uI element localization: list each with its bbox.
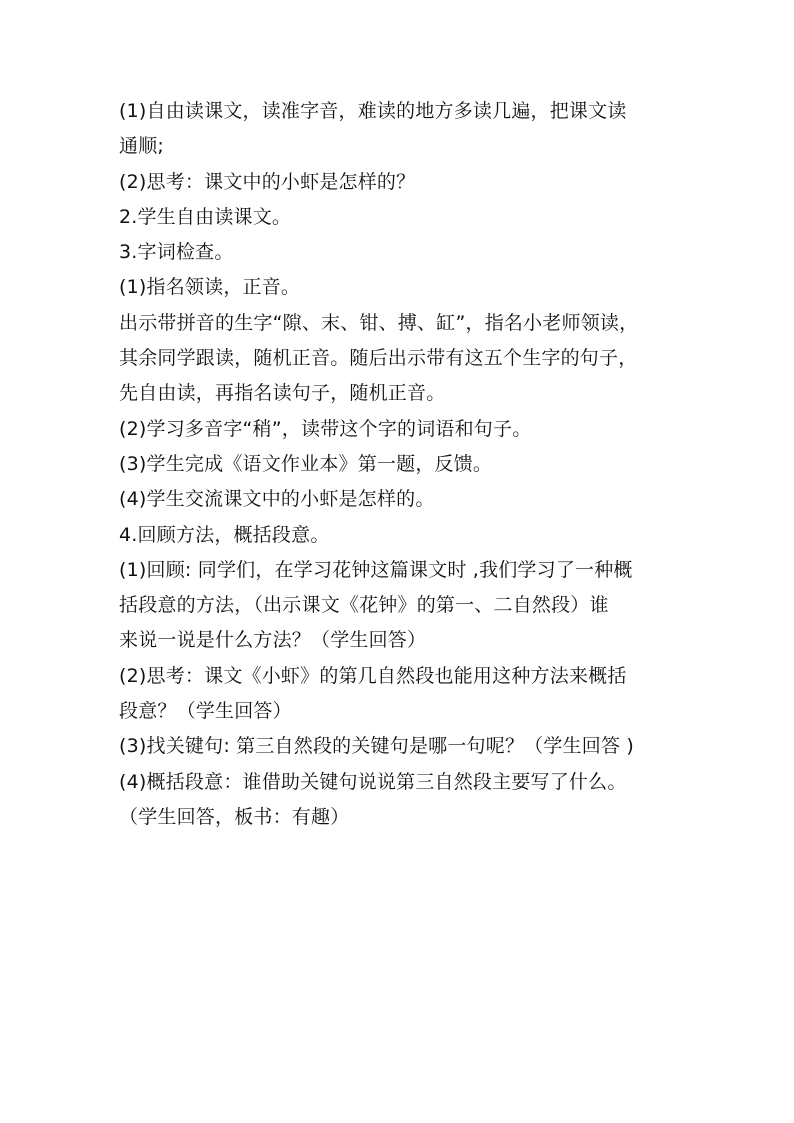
text-line-4: 2.学生自由读课文。 [119,205,292,228]
text-line-1: (1)自由读课文，读准字音，难读的地方多读几遍，把课文读 [119,100,627,122]
text-line-2: 通顺; [119,135,165,158]
text-line-9: 先自由读，再指名读句子，随机正音。 [119,382,446,405]
text-line-11: (3)学生完成《语文作业本》第一题，反馈。 [119,452,493,475]
text-line-16: 来说一说是什么方法？（学生回答） [119,629,427,652]
text-line-14: (1)回顾: 同学们，在学习花钟这篇课文时 ,我们学习了一种概 [119,558,633,581]
text-line-7: 出示带拼音的生字“隙、末、钳、搏、缸”，指名小老师领读， [119,311,639,334]
text-line-6: (1)指名领读，正音。 [119,276,301,299]
text-line-15: 括段意的方法，（出示课文《花钟》的第一、二自然段）谁 [119,594,609,617]
text-line-18: 段意？（学生回答） [119,700,292,723]
document-body [119,94,689,835]
text-line-13: 4.回顾方法，概括段意。 [119,523,330,546]
text-line-12: (4)学生交流课文中的小虾是怎样的。 [119,488,435,511]
text-line-21: （学生回答，板书：有趣） [119,805,350,828]
text-line-10: (2)学习多音字“稍”，读带这个字的词语和句子。 [119,417,532,440]
text-line-20: (4)概括段意：谁借助关键句说说第三自然段主要写了什么。 [119,770,627,793]
text-line-3: (2)思考：课文中的小虾是怎样的？ [119,170,416,193]
text-line-17: (2)思考：课文《小虾》的第几自然段也能用这种方法来概括 [119,664,627,687]
text-line-19: (3)找关键句: 第三自然段的关键句是哪一句呢？（学生回答 ) [119,735,635,758]
text-line-5: 3.字词检查。 [119,241,234,264]
text-line-8: 其余同学跟读，随机正音。随后出示带有这五个生字的句子， [119,347,638,370]
